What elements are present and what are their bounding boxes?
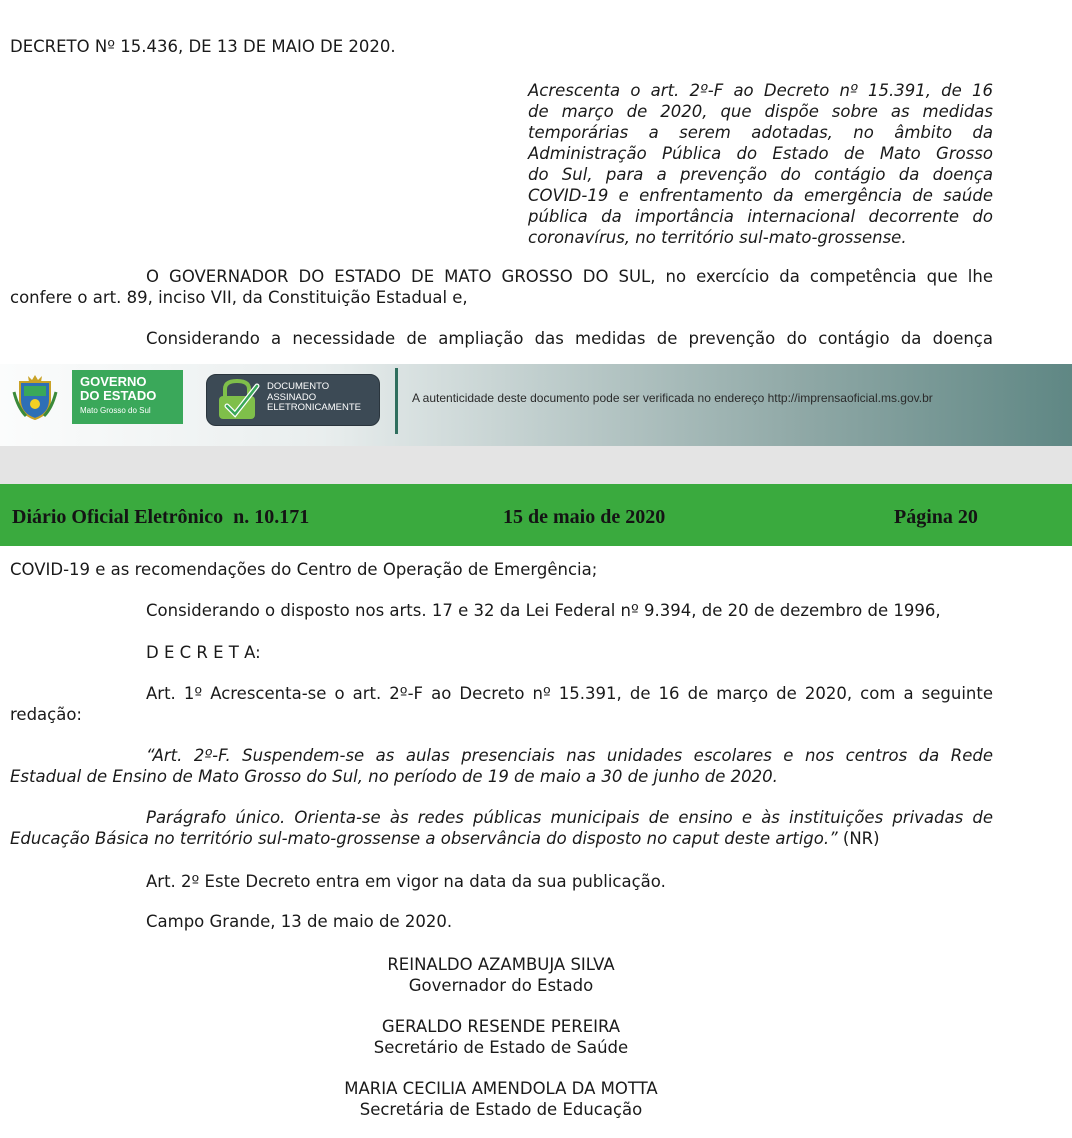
signatory-role: Secretário de Estado de Saúde — [373, 1038, 629, 1057]
considerando-1-line-2: COVID-19 e as recomendações do Centro de Operação de Emergência; — [10, 560, 598, 579]
paragraph-unico-nr: (NR) — [837, 829, 880, 848]
considerando-2: Considerando o disposto nos arts. 17 e 32 da Lei Federal nº 9.394, de 20 de dezembro de 1996, — [146, 601, 941, 620]
signature-badge-line-2: ASSINADO — [267, 391, 317, 403]
decree-title: DECRETO Nº 15.436, DE 13 DE MAIO DE 2020. — [10, 37, 396, 56]
signatory-role: Governador do Estado — [408, 976, 594, 995]
preamble-line-1: O GOVERNADOR DO ESTADO DE MATO GROSSO DO SUL, no exercício da competência que lhe — [146, 267, 993, 286]
preamble-line-2: confere o art. 89, inciso VII, da Constituição Estadual e, — [10, 288, 468, 307]
authenticity-notice: A autenticidade deste documento pode ser verificada no endereço http://imprensaoficial.ms.gov.br — [412, 391, 933, 405]
signatory-name: GERALDO RESENDE PEREIRA — [381, 1017, 621, 1036]
padlock-checkmark-icon — [211, 378, 263, 422]
article-2f-line-1: “Art. 2º-F. Suspendem-se as aulas presenciais nas unidades escolares e nos centros da Rede — [146, 746, 993, 765]
ementa-line: COVID-19 e enfrentamento da emergência de saúde — [528, 186, 993, 205]
gov-logo-line-3: Mato Grosso do Sul — [80, 406, 151, 415]
government-logo — [72, 370, 183, 424]
article-1-line-1: Art. 1º Acrescenta-se o art. 2º-F ao Decreto nº 15.391, de 16 de março de 2020, com a seguinte — [146, 684, 993, 703]
paragraph-unico-line-2-text: Educação Básica no território sul-mato-grossense a observância do disposto no caput deste artigo.” — [10, 829, 838, 848]
signatory-role: Secretária de Estado de Educação — [359, 1100, 643, 1119]
place-and-date: Campo Grande, 13 de maio de 2020. — [146, 912, 453, 931]
paragraph-unico-line-2 — [10, 828, 880, 849]
signature-badge-line-3: ELETRONICAMENTE — [267, 402, 361, 413]
ementa-line: do Sul, para a prevenção do contágio da doença — [528, 165, 993, 184]
page-break-gap — [0, 446, 1072, 484]
gazette-date: 15 de maio de 2020 — [503, 506, 666, 528]
electronic-signature-badge — [206, 374, 380, 426]
ementa-line: Administração Pública do Estado de Mato Grosso — [528, 144, 993, 163]
signatory-name: REINALDO AZAMBUJA SILVA — [387, 955, 615, 974]
ementa-block — [528, 80, 993, 248]
ementa-line: pública da importância internacional decorrente do — [528, 207, 993, 226]
ementa-line: coronavírus, no território sul-mato-grossense. — [528, 228, 907, 247]
ementa-line: de março de 2020, que dispõe sobre as medidas — [528, 102, 993, 121]
signatory-name: MARIA CECILIA AMENDOLA DA MOTTA — [344, 1079, 658, 1098]
ementa-line: temporárias a serem adotadas, no âmbito da — [528, 123, 993, 142]
ementa-line: Acrescenta o art. 2º-F ao Decreto nº 15.391, de 16 — [528, 81, 993, 100]
paragraph-unico-line-1: Parágrafo único. Orienta-se às redes públicas municipais de ensino e às instituições privadas de — [146, 808, 993, 827]
signature-badge-line-1: DOCUMENTO — [267, 381, 330, 392]
state-coat-of-arms-icon — [10, 372, 60, 422]
gov-logo-line-1: GOVERNO — [80, 374, 147, 389]
article-2: Art. 2º Este Decreto entra em vigor na data da sua publicação. — [146, 872, 666, 891]
gazette-title: Diário Oficial Eletrônico n. 10.171 — [12, 506, 310, 528]
article-1-line-2: redação: — [10, 705, 82, 724]
decreta-heading: D E C R E T A: — [146, 643, 261, 662]
gazette-page-number: Página 20 — [894, 506, 978, 528]
article-2f-line-2: Estadual de Ensino de Mato Grosso do Sul, no período de 19 de maio a 30 de junho de 2020. — [10, 767, 778, 786]
gov-logo-line-2: DO ESTADO — [80, 388, 157, 403]
banner-divider — [395, 368, 398, 434]
considerando-1-line-1: Considerando a necessidade de ampliação das medidas de prevenção do contágio da doença — [146, 329, 993, 348]
